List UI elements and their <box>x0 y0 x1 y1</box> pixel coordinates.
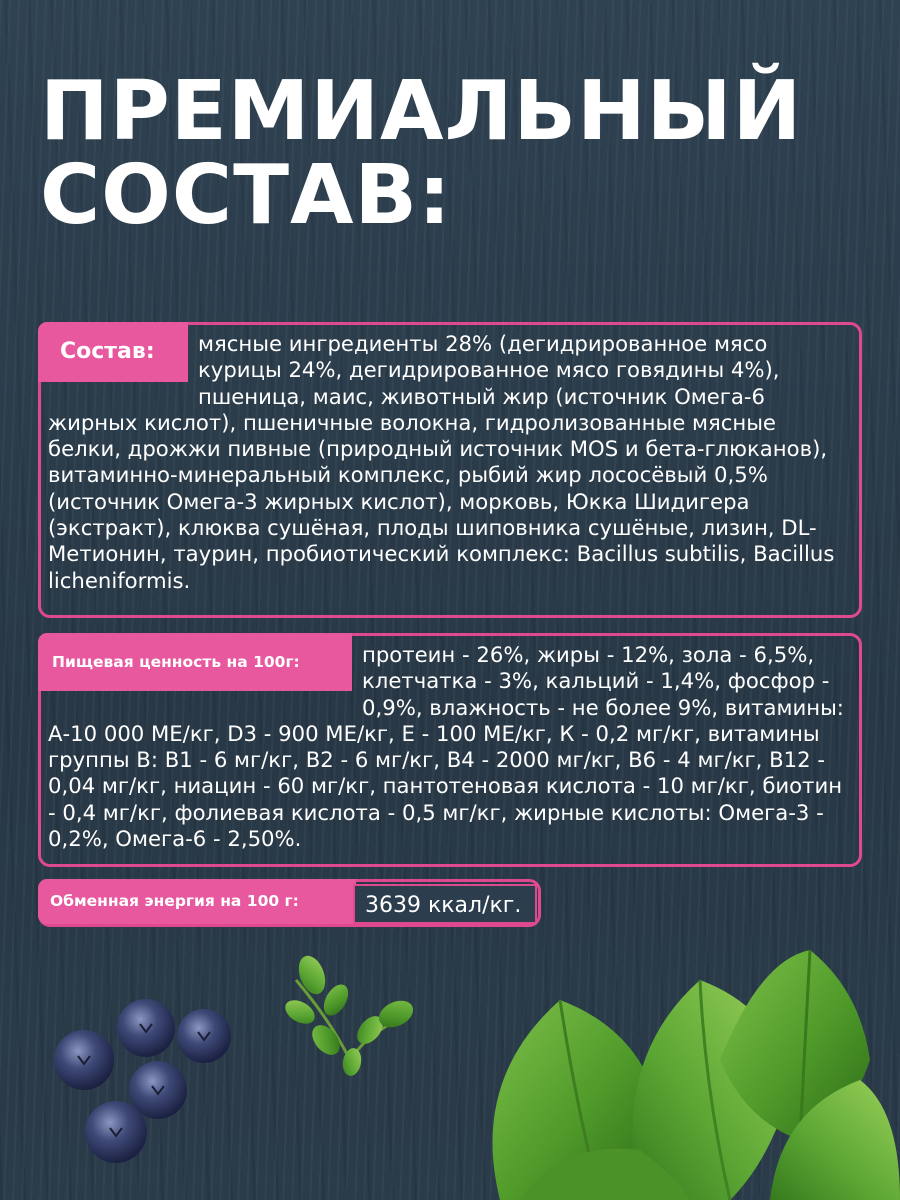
nutrition-label: Пищевая ценность на 100г: <box>38 633 352 691</box>
nutrition-text: протеин - 26%, жиры - 12%, зола - 6,5%, клетчатка - 3%, кальций - 1,4%, фосфор - 0,9%, влажность - не более 9%, витамины: А-10 000 МЕ/кг, D3 - 900 МЕ/кг, Е - 100 МЕ/кг, К - 0,2 мг/кг, витамины группы В: В1 - 6 мг/кг, В2 - 6 мг/кг, В4 - 2000 мг/кг, В6 - 4 мг/кг, В12 - 0,04 мг/кг, ниацин - 60 мг/кг, пантотеновая кислота - 10 мг/кг, биотин - 0,4 мг/кг, фолиевая кислота - 0,5 мг/кг, жирные кислоты: Омега-3 - 0,2%, Омега-6 - 2,50%. <box>48 642 844 852</box>
page-title-line2: СОСТАВ: <box>40 148 452 243</box>
energy-label: Обменная энергия на 100 г: <box>38 879 356 924</box>
page-title-line1: ПРЕМИАЛЬНЫЙ <box>40 64 803 159</box>
thyme-sprig-image <box>281 952 417 1077</box>
energy-value: 3639 ккал/кг. <box>353 884 537 924</box>
composition-text: мясные ингредиенты 28% (дегидрированное мясо курицы 24%, дегидрированное мясо говядины 4%), пшеница, маис, животный жир (источник Омега-6 жирных кислот), пшеничные волокна, гидролизованные мясные белки, дрожжи пивные (природный источник MOS и бета-глюканов), витаминно-минеральный комплекс, рыбий жир лососёвый 0,5% (источник Омега-3 жирных кислот), морковь, Юкка Шидигера (экстракт), клюква сушёная, плоды шиповника сушёные, лизин, DL-Метионин, таурин, пробиотический комплекс: Bacillus subtilis, Bacillus licheniformis. <box>48 331 835 593</box>
composition-label: Состав: <box>38 322 188 382</box>
basil-leaves-image <box>493 950 900 1200</box>
blueberries-image <box>54 999 231 1163</box>
